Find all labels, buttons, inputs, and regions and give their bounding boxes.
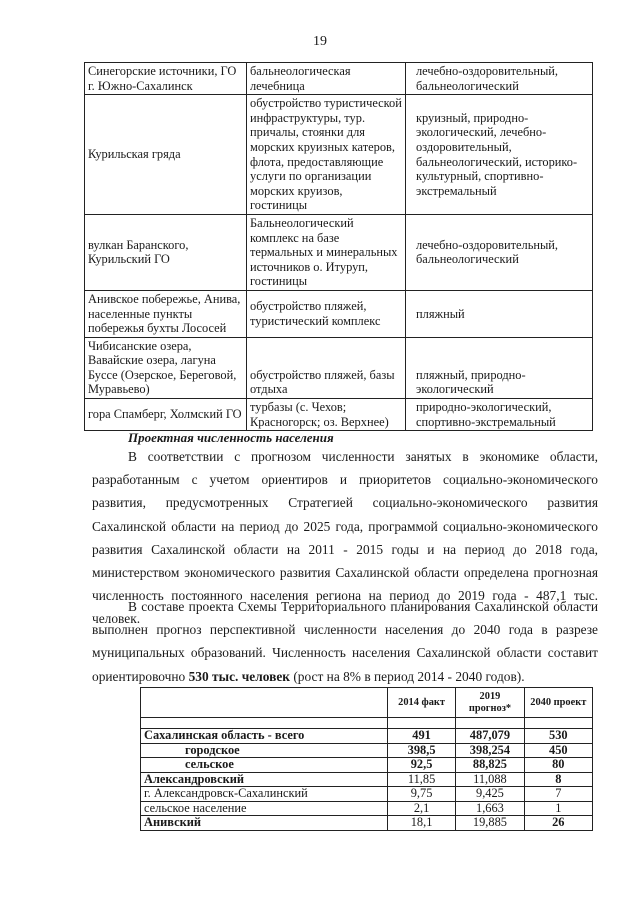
location-cell: гора Спамберг, Холмский ГО bbox=[85, 399, 247, 431]
header-2014: 2014 факт bbox=[387, 688, 455, 718]
paragraph-projection bbox=[92, 595, 598, 688]
header-2019: 2019 прогноз* bbox=[456, 688, 524, 718]
value-2014: 92,5 bbox=[387, 758, 455, 773]
region-name: городское bbox=[141, 743, 388, 758]
table-row bbox=[85, 337, 593, 398]
table-row bbox=[141, 743, 593, 758]
recreation-zones-table bbox=[84, 62, 593, 431]
value-2014: 2,1 bbox=[387, 801, 455, 816]
spacer-row bbox=[141, 718, 593, 729]
paragraph-text: В составе проекта Схемы Территориального планирования Сахалинской области выполнен прогноз перспективной численности населения до 2040 года в разрезе муниципальных образований. Численность населения Сахалинской области составит ориентировочно bbox=[92, 599, 598, 684]
page-number: 19 bbox=[313, 34, 327, 49]
paragraph-forecast: В соответствии с прогнозом численности занятых в экономике области, разработанным с учетом ориентиров и приоритетов социально-экономического развития, предусмотренных Стратегией социально-экономического развития Сахалинской области на период до 2025 года, программой социально-экономического развития Сахалинской области на 2011 - 2015 годы и на период до 2018 года, министерством экономического развития Сахалинской области определена прогнозная численность постоянного населения региона на период до 2019 года - 487,1 тыс. человек. bbox=[92, 449, 598, 627]
value-2014: 398,5 bbox=[387, 743, 455, 758]
table-row bbox=[141, 787, 593, 802]
value-2040: 1 bbox=[524, 801, 592, 816]
population-table bbox=[140, 687, 593, 831]
value-2040: 8 bbox=[524, 772, 592, 787]
table-row bbox=[85, 95, 593, 215]
table-row bbox=[141, 801, 593, 816]
infrastructure-cell: обустройство туристической инфраструктуры, тур. причалы, стоянки для морских круизных катеров, флота, предоставляющие услуги по организации морских круизов, гостиницы bbox=[247, 95, 406, 215]
tourism-type-cell: лечебно-оздоровительный, бальнеологический bbox=[406, 214, 593, 290]
value-2014: 18,1 bbox=[387, 816, 455, 831]
tourism-type-cell: пляжный, природно-экологический bbox=[406, 337, 593, 398]
tourism-type-cell: лечебно-оздоровительный, бальнеологический bbox=[406, 63, 593, 95]
section-heading: Проектная численность населения bbox=[128, 430, 334, 445]
header-blank bbox=[141, 688, 388, 718]
value-2019: 398,254 bbox=[456, 743, 524, 758]
infrastructure-cell: обустройство пляжей, базы отдыха bbox=[247, 337, 406, 398]
value-2040: 26 bbox=[524, 816, 592, 831]
paragraph-text: (рост на 8% в период 2014 - 2040 годов). bbox=[289, 668, 525, 684]
value-2040: 80 bbox=[524, 758, 592, 773]
location-cell: вулкан Баранского, Курильский ГО bbox=[85, 214, 247, 290]
table-row bbox=[85, 399, 593, 431]
location-cell: Курильская гряда bbox=[85, 95, 247, 215]
infrastructure-cell: бальнеологическая лечебница bbox=[247, 63, 406, 95]
region-name: Анивский bbox=[141, 816, 388, 831]
value-2019: 19,885 bbox=[456, 816, 524, 831]
table-header-row bbox=[141, 688, 593, 718]
tourism-type-cell: круизный, природно-экологический, лечебно-оздоровительный, бальнеологический, историко-культурный, спортивно-экстремальный bbox=[406, 95, 593, 215]
value-2014: 9,75 bbox=[387, 787, 455, 802]
location-cell: Чибисанские озера, Вавайские озера, лагуна Буссе (Озерское, Береговой, Муравьево) bbox=[85, 337, 247, 398]
table-row bbox=[141, 758, 593, 773]
region-name: Сахалинская область - всего bbox=[141, 729, 388, 744]
value-2014: 491 bbox=[387, 729, 455, 744]
infrastructure-cell: турбазы (с. Чехов; Красногорск; оз. Верхнее) bbox=[247, 399, 406, 431]
region-name: г. Александровск-Сахалинский bbox=[141, 787, 388, 802]
value-2019: 9,425 bbox=[456, 787, 524, 802]
table-row bbox=[85, 63, 593, 95]
value-2014: 11,85 bbox=[387, 772, 455, 787]
header-2040: 2040 проект bbox=[524, 688, 592, 718]
value-2040: 7 bbox=[524, 787, 592, 802]
infrastructure-cell: Бальнеологический комплекс на базе термальных и минеральных источников о. Итуруп, гостиницы bbox=[247, 214, 406, 290]
table-row bbox=[141, 772, 593, 787]
value-2040: 530 bbox=[524, 729, 592, 744]
table-row bbox=[85, 290, 593, 337]
table-row bbox=[141, 729, 593, 744]
population-highlight: 530 тыс. человек bbox=[188, 668, 290, 684]
region-name: сельское bbox=[141, 758, 388, 773]
region-name: сельское население bbox=[141, 801, 388, 816]
table-row bbox=[85, 214, 593, 290]
value-2040: 450 bbox=[524, 743, 592, 758]
location-cell: Синегорские источники, ГО г. Южно-Сахалинск bbox=[85, 63, 247, 95]
tourism-type-cell: природно-экологический, спортивно-экстремальный bbox=[406, 399, 593, 431]
value-2019: 1,663 bbox=[456, 801, 524, 816]
value-2019: 88,825 bbox=[456, 758, 524, 773]
infrastructure-cell: обустройство пляжей, туристический комплекс bbox=[247, 290, 406, 337]
location-cell: Анивское побережье, Анива, населенные пункты побережья бухты Лососей bbox=[85, 290, 247, 337]
table-row bbox=[141, 816, 593, 831]
value-2019: 11,088 bbox=[456, 772, 524, 787]
value-2019: 487,079 bbox=[456, 729, 524, 744]
tourism-type-cell: пляжный bbox=[406, 290, 593, 337]
region-name: Александровский bbox=[141, 772, 388, 787]
